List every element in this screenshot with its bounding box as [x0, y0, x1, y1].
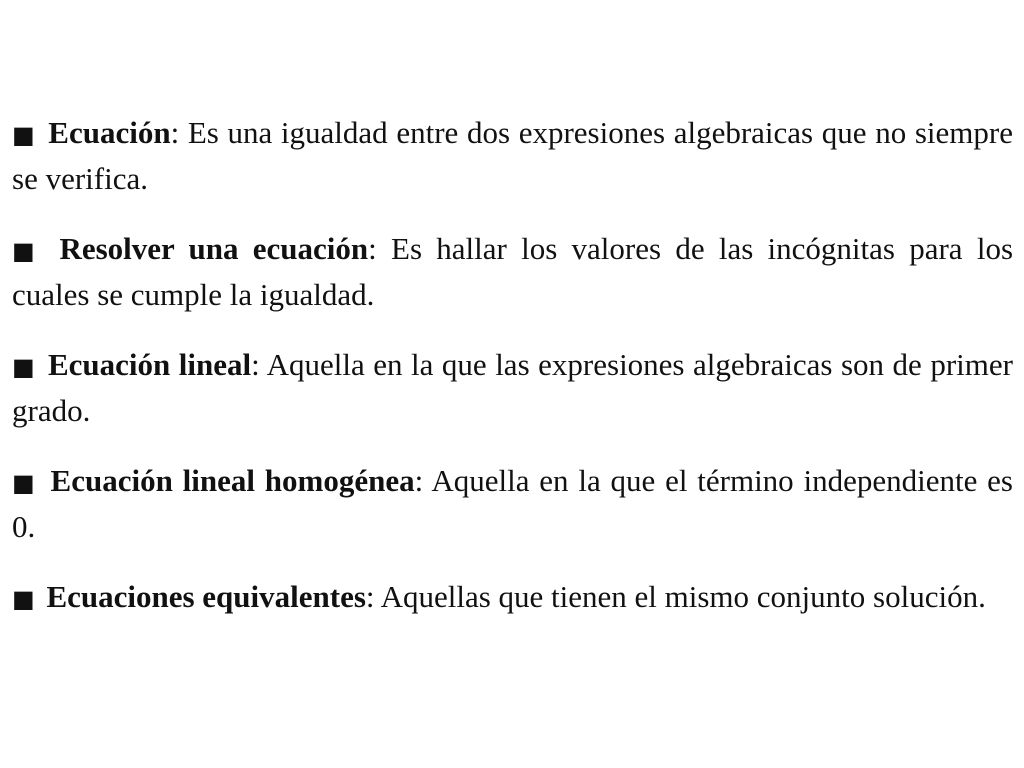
definition-term: Ecuación lineal: [47, 347, 252, 382]
definition-ecuacion-lineal-homogenea: [12, 459, 1013, 548]
square-bullet-icon: ■: [12, 469, 37, 497]
square-bullet-icon: ■: [12, 353, 36, 381]
definition-text: : Es una igualdad entre dos expresiones algebraicas que no siempre se verifica.: [12, 115, 1013, 196]
definition-ecuacion: [12, 111, 1013, 200]
square-bullet-icon: ■: [12, 237, 42, 265]
definition-text: : Aquella en la que las expresiones algebraicas son de primer grado.: [12, 347, 1013, 428]
definition-ecuaciones-equivalentes: [12, 575, 1013, 621]
definition-text: : Es hallar los valores de las incógnitas para los cuales se cumple la igualdad.: [12, 231, 1014, 312]
definition-term: Ecuación lineal homogénea: [50, 463, 415, 498]
square-bullet-icon: ■: [12, 585, 35, 613]
slide-content: [12, 111, 1013, 648]
definition-term: Ecuaciones equivalentes: [46, 579, 366, 614]
definition-resolver-ecuacion: [12, 227, 1013, 316]
square-bullet-icon: ■: [12, 121, 36, 149]
definition-term: Resolver una ecuación: [59, 231, 369, 266]
definition-text: : Aquellas que tienen el mismo conjunto solución.: [365, 579, 986, 614]
definition-ecuacion-lineal: [12, 343, 1013, 432]
definition-text: : Aquella en la que el término independiente es 0.: [12, 463, 1013, 544]
definition-term: Ecuación: [48, 115, 171, 150]
